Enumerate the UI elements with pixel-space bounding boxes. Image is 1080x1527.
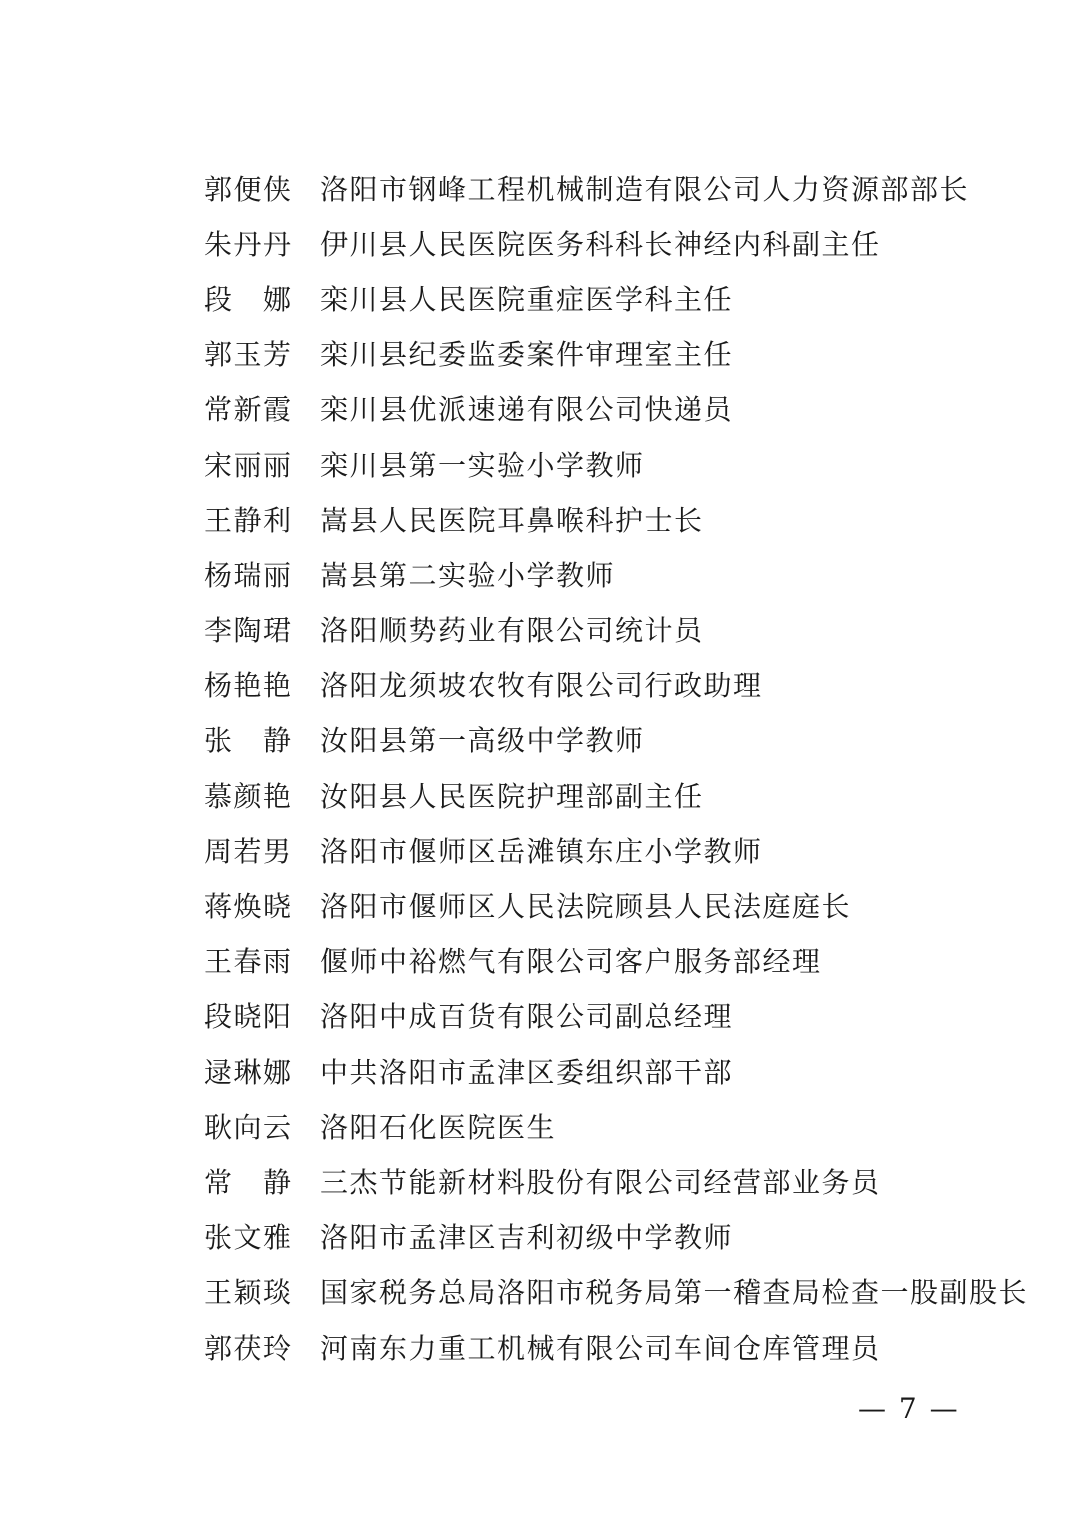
person-title: 嵩县人民医院耳鼻喉科护士长 xyxy=(320,503,704,537)
person-title: 偃师中裕燃气有限公司客户服务部经理 xyxy=(320,945,822,979)
person-name: 常新霞 xyxy=(204,393,293,427)
person-title: 洛阳市钢峰工程机械制造有限公司人力资源部部长 xyxy=(320,172,970,206)
person-title: 洛阳中成百货有限公司副总经理 xyxy=(320,1000,734,1034)
person-title: 三杰节能新材料股份有限公司经营部业务员 xyxy=(320,1165,881,1199)
person-name: 杨瑞丽 xyxy=(204,558,293,592)
honoree-list xyxy=(204,160,1029,1374)
list-item xyxy=(204,988,1004,1043)
person-name: 郭茯玲 xyxy=(204,1331,293,1365)
list-item xyxy=(204,657,1004,712)
list-item xyxy=(204,712,1004,767)
list-item xyxy=(204,767,1004,822)
person-name: 王颖琰 xyxy=(204,1276,293,1310)
person-title: 洛阳石化医院医生 xyxy=(320,1110,557,1144)
person-name: 周若男 xyxy=(204,834,293,868)
list-item xyxy=(204,215,1004,270)
person-name: 朱丹丹 xyxy=(204,227,293,261)
person-name: 张 静 xyxy=(204,724,293,758)
person-name: 常 静 xyxy=(204,1165,293,1199)
person-title: 栾川县纪委监委案件审理室主任 xyxy=(320,338,734,372)
list-item xyxy=(204,436,1004,491)
list-item xyxy=(204,326,1004,381)
person-title: 洛阳龙须坡农牧有限公司行政助理 xyxy=(320,669,763,703)
list-item xyxy=(204,1098,1004,1153)
person-title: 洛阳顺势药业有限公司统计员 xyxy=(320,614,704,648)
person-name: 耿向云 xyxy=(204,1110,293,1144)
person-title: 汝阳县第一高级中学教师 xyxy=(320,724,645,758)
person-name: 郭便侠 xyxy=(204,172,293,206)
person-name: 王静利 xyxy=(204,503,293,537)
person-name: 宋丽丽 xyxy=(204,448,293,482)
person-name: 张文雅 xyxy=(204,1221,293,1255)
list-item xyxy=(204,491,1004,546)
person-title: 洛阳市孟津区吉利初级中学教师 xyxy=(320,1221,734,1255)
person-title: 河南东力重工机械有限公司车间仓库管理员 xyxy=(320,1331,881,1365)
list-item xyxy=(204,1043,1004,1098)
list-item xyxy=(204,1209,1004,1264)
person-title: 栾川县优派速递有限公司快递员 xyxy=(320,393,734,427)
person-name: 慕颜艳 xyxy=(204,779,293,813)
list-item xyxy=(204,1153,1004,1208)
list-item xyxy=(204,602,1004,657)
list-item xyxy=(204,546,1004,601)
person-title: 汝阳县人民医院护理部副主任 xyxy=(320,779,704,813)
list-item xyxy=(204,1319,1004,1374)
person-name: 段晓阳 xyxy=(204,1000,293,1034)
person-title: 中共洛阳市孟津区委组织部干部 xyxy=(320,1055,734,1089)
list-item xyxy=(204,933,1004,988)
person-name: 逯琳娜 xyxy=(204,1055,293,1089)
list-item xyxy=(204,1264,1029,1319)
page-number: — 7 — xyxy=(858,1392,960,1425)
person-title: 国家税务总局洛阳市税务局第一稽查局检查一股副股长 xyxy=(320,1276,1029,1310)
person-title: 洛阳市偃师区岳滩镇东庄小学教师 xyxy=(320,834,763,868)
person-name: 郭玉芳 xyxy=(204,338,293,372)
person-name: 李陶珺 xyxy=(204,614,293,648)
person-title: 栾川县人民医院重症医学科主任 xyxy=(320,282,734,316)
list-item xyxy=(204,877,1004,932)
person-name: 段 娜 xyxy=(204,282,293,316)
person-name: 王春雨 xyxy=(204,945,293,979)
person-title: 嵩县第二实验小学教师 xyxy=(320,558,616,592)
person-name: 杨艳艳 xyxy=(204,669,293,703)
list-item xyxy=(204,160,1004,215)
list-item xyxy=(204,381,1004,436)
list-item xyxy=(204,270,1004,325)
list-item xyxy=(204,822,1004,877)
person-title: 伊川县人民医院医务科科长神经内科副主任 xyxy=(320,227,881,261)
person-name: 蒋焕晓 xyxy=(204,890,293,924)
person-title: 洛阳市偃师区人民法院顾县人民法庭庭长 xyxy=(320,890,852,924)
person-title: 栾川县第一实验小学教师 xyxy=(320,448,645,482)
